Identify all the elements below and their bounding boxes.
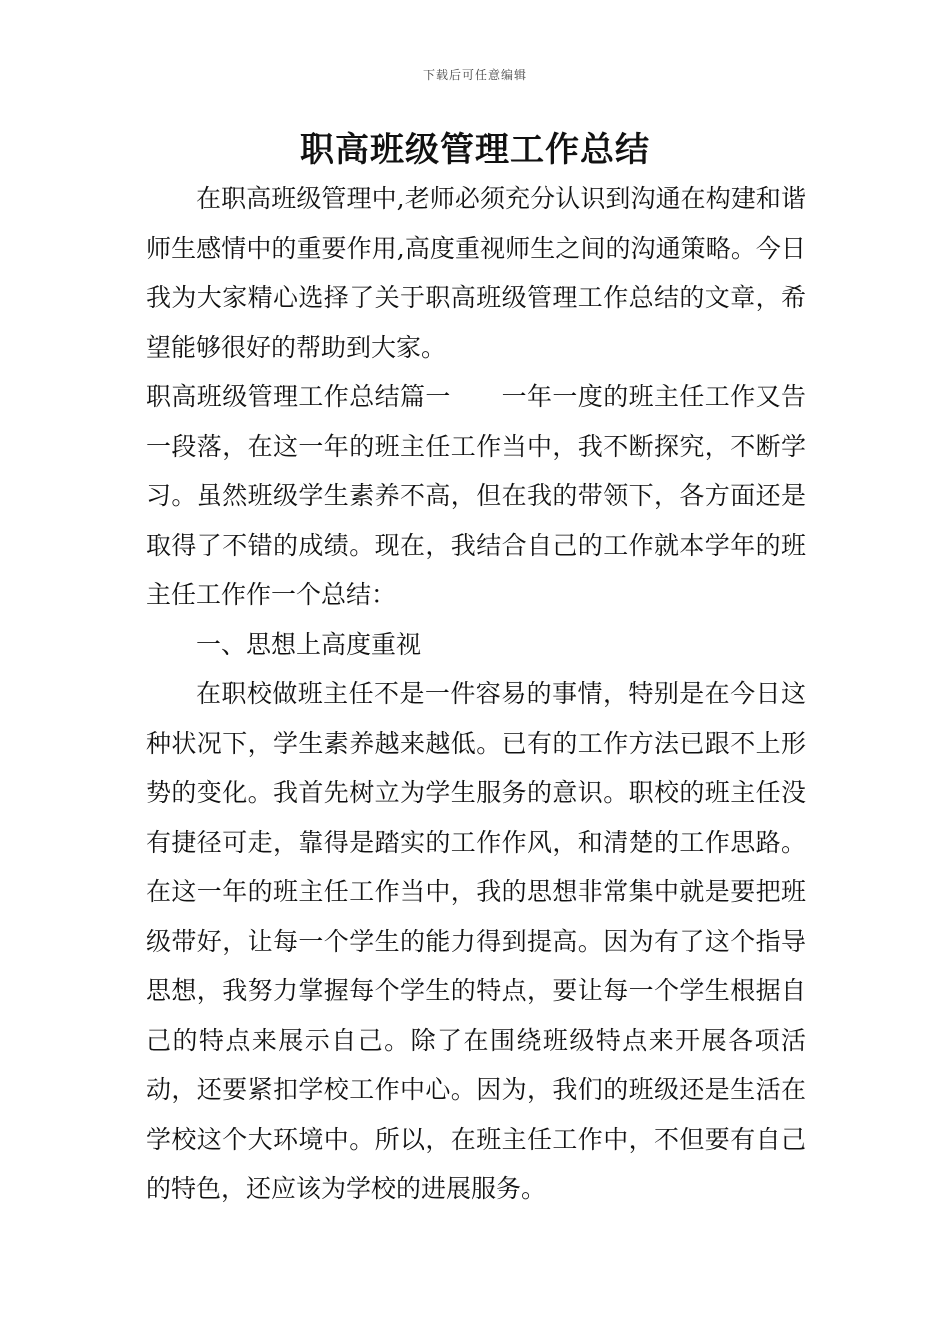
paragraph-body: 在职校做班主任不是一件容易的事情，特别是在今日这种状况下，学生素养越来越低。已有的工作方法已跟不上形势的变化。我首先树立为学生服务的意识。职校的班主任没有捷径可走，靠得是踏实的工作作风，和清楚的工作思路。在这一年的班主任工作当中，我的思想非常集中就是要把班级带好，让每一个学生的能力得到提高。因为有了这个指导思想，我努力掌握每个学生的特点，要让每一个学生根据自己的特点来展示自己。除了在围绕班级特点来开展各项活动，还要紧扣学校工作中心。因为，我们的班级还是生活在学校这个大环境中。所以，在班主任工作中，不但要有自己的特色，还应该为学校的进展服务。 [146,679,806,1203]
paragraph-section-one-intro: 职高班级管理工作总结篇一 一年一度的班主任工作又告一段落，在这一年的班主任工作当中，我不断探究，不断学习。虽然班级学生素养不高，但在我的带领下，各方面还是取得了不错的成绩。现在，我结合自己的工作就本学年的班主任工作作一个总结： [146,382,806,609]
document-body [146,174,806,1214]
paragraph-intro: 在职高班级管理中,老师必须充分认识到沟通在构建和谐师生感情中的重要作用,高度重视师生之间的沟通策略。今日我为大家精心选择了关于职高班级管理工作总结的文章，希望能够很好的帮助到大家。 [146,184,806,362]
document-title: 职高班级管理工作总结 [300,130,650,170]
section-heading: 一、思想上高度重视 [196,629,422,659]
header-note: 下载后可任意编辑 [422,68,527,82]
